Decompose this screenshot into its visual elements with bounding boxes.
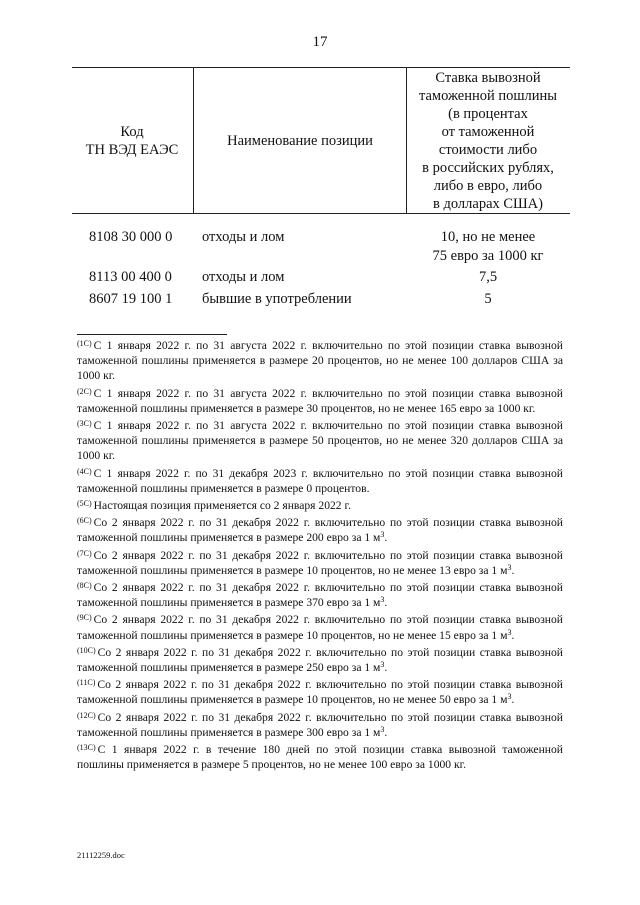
footnote-text: С 1 января 2022 г. по 31 августа 2022 г. включительно по этой позиции ставка вывозной таможенной пошлины применяется в размере 30 процентов, но не менее 165 евро за 1000 кг. — [77, 386, 563, 415]
footnote — [77, 708, 563, 740]
footnote — [77, 675, 563, 707]
page-number: 17 — [312, 34, 328, 50]
footnote-tail: . — [511, 693, 515, 707]
row-code: 8108 30 000 0 — [89, 229, 173, 245]
footnote-tail: . — [384, 725, 388, 739]
footnote — [77, 740, 563, 772]
footnote — [77, 546, 563, 578]
footnote-tail: . — [511, 563, 515, 577]
footnote-text: Со 2 января 2022 г. по 31 декабря 2022 г. включительно по этой позиции ставка вывозной таможенной пошлины применяется в размере 10 процентов, но не менее 15 евро за 1 м — [77, 613, 563, 642]
footnote-text: С 1 января 2022 г. по 31 декабря 2023 г. включительно по этой позиции ставка вывозной таможенной пошлины применяется в размере 0 процентов. — [77, 466, 563, 495]
row-name: бывшие в употреблении — [202, 291, 352, 307]
footnote — [77, 496, 563, 513]
row-name: отходы и лом — [202, 229, 285, 245]
footnote — [77, 464, 563, 496]
table-header — [72, 67, 570, 214]
unit-superscript: 3 — [380, 530, 385, 540]
row-code: 8607 19 100 1 — [89, 291, 173, 307]
footnote-mark: (9С) — [77, 613, 92, 623]
footnote-text: Со 2 января 2022 г. по 31 декабря 2022 г. включительно по этой позиции ставка вывозной таможенной пошлины применяется в размере 10 процентов, но не менее 13 евро за 1 м — [77, 548, 563, 577]
header-name: Наименование позиции — [193, 68, 407, 213]
footnote-text: С 1 января 2022 г. по 31 августа 2022 г. включительно по этой позиции ставка вывозной таможенной пошлины применяется в размере 20 процентов, но не менее 100 долларов США за 1000 кг. — [77, 339, 563, 383]
footnote-text: Со 2 января 2022 г. по 31 декабря 2022 г. включительно по этой позиции ставка вывозной таможенной пошлины применяется в размере 250 евро за 1 м — [77, 645, 563, 675]
footnote-text: С 1 января 2022 г. по 31 августа 2022 г. включительно по этой позиции ставка вывозной таможенной пошлины применяется в размере 50 процентов, но не менее 320 долларов США за 1000 кг. — [77, 419, 563, 463]
footnote — [77, 643, 563, 675]
footnote-mark: (5С) — [77, 499, 92, 509]
unit-superscript: 3 — [380, 724, 385, 734]
footnote-text: Со 2 января 2022 г. по 31 декабря 2022 г. включительно по этой позиции ставка вывозной таможенной пошлины применяется в размере 10 процентов, но не менее 50 евро за 1 м — [77, 678, 563, 707]
row-rate: 10, но не менее 75 евро за 1000 кг — [432, 229, 544, 264]
header-code: Код ТН ВЭД ЕАЭС — [85, 123, 179, 158]
footnote-mark: (1С) — [77, 339, 92, 348]
row-name: отходы и лом — [202, 269, 285, 285]
footnote-mark: (8С) — [77, 581, 92, 591]
row-rate: 7,5 — [478, 269, 498, 285]
footnote-mark: (4С) — [77, 466, 92, 476]
footnote-mark: (7С) — [77, 548, 92, 558]
row-code: 8113 00 400 0 — [89, 269, 172, 285]
footnote-tail: . — [384, 661, 388, 675]
footnote-mark: (12С) — [77, 710, 96, 720]
file-name: 21112259.doc — [77, 850, 125, 860]
footnote-text: Со 2 января 2022 г. по 31 декабря 2022 г. включительно по этой позиции ставка вывозной таможенной пошлины применяется в размере 300 евро за 1 м — [77, 710, 563, 739]
footnote-tail: . — [384, 596, 388, 610]
unit-superscript: 3 — [507, 627, 512, 637]
unit-superscript: 3 — [507, 692, 512, 702]
row-rate: 5 — [484, 291, 492, 307]
footnote-separator — [77, 334, 227, 335]
header-rate: Ставка вывозной таможенной пошлины (в процентах от таможенной стоимости либо в российских рублях, либо в евро, либо в долларах США) — [418, 69, 558, 212]
footnote-mark: (3С) — [77, 419, 92, 429]
unit-superscript: 3 — [380, 595, 385, 605]
footnote-tail: . — [384, 531, 388, 545]
footnote — [77, 384, 563, 416]
footnote-mark: (10С) — [77, 645, 96, 655]
footnote — [77, 578, 563, 610]
footnote-mark: (2С) — [77, 386, 92, 396]
footnote-text: Со 2 января 2022 г. по 31 декабря 2022 г. включительно по этой позиции ставка вывозной таможенной пошлины применяется в размере 200 евро за 1 м — [77, 516, 563, 545]
footnote-text: С 1 января 2022 г. в течение 180 дней по этой позиции ставка вывозной таможенной пошлины применяется в размере 5 процентов, но не менее 100 евро за 1000 кг. — [77, 743, 563, 772]
footnote-mark: (13С) — [77, 743, 96, 753]
footnote-mark: (6С) — [77, 516, 92, 526]
footnote — [77, 416, 563, 464]
unit-superscript: 3 — [380, 660, 385, 670]
unit-superscript: 3 — [507, 562, 512, 572]
footnote-tail: . — [511, 628, 515, 642]
footnote — [77, 336, 563, 384]
footnote — [77, 610, 563, 642]
footnote-mark: (11С) — [77, 678, 96, 688]
footnotes — [77, 336, 563, 772]
footnote — [77, 513, 563, 545]
footnote-text: Настоящая позиция применяется со 2 января 2022 г. — [93, 499, 351, 513]
footnote-text: Со 2 января 2022 г. по 31 декабря 2022 г. включительно по этой позиции ставка вывозной таможенной пошлины применяется в размере 370 евро за 1 м — [77, 581, 563, 610]
